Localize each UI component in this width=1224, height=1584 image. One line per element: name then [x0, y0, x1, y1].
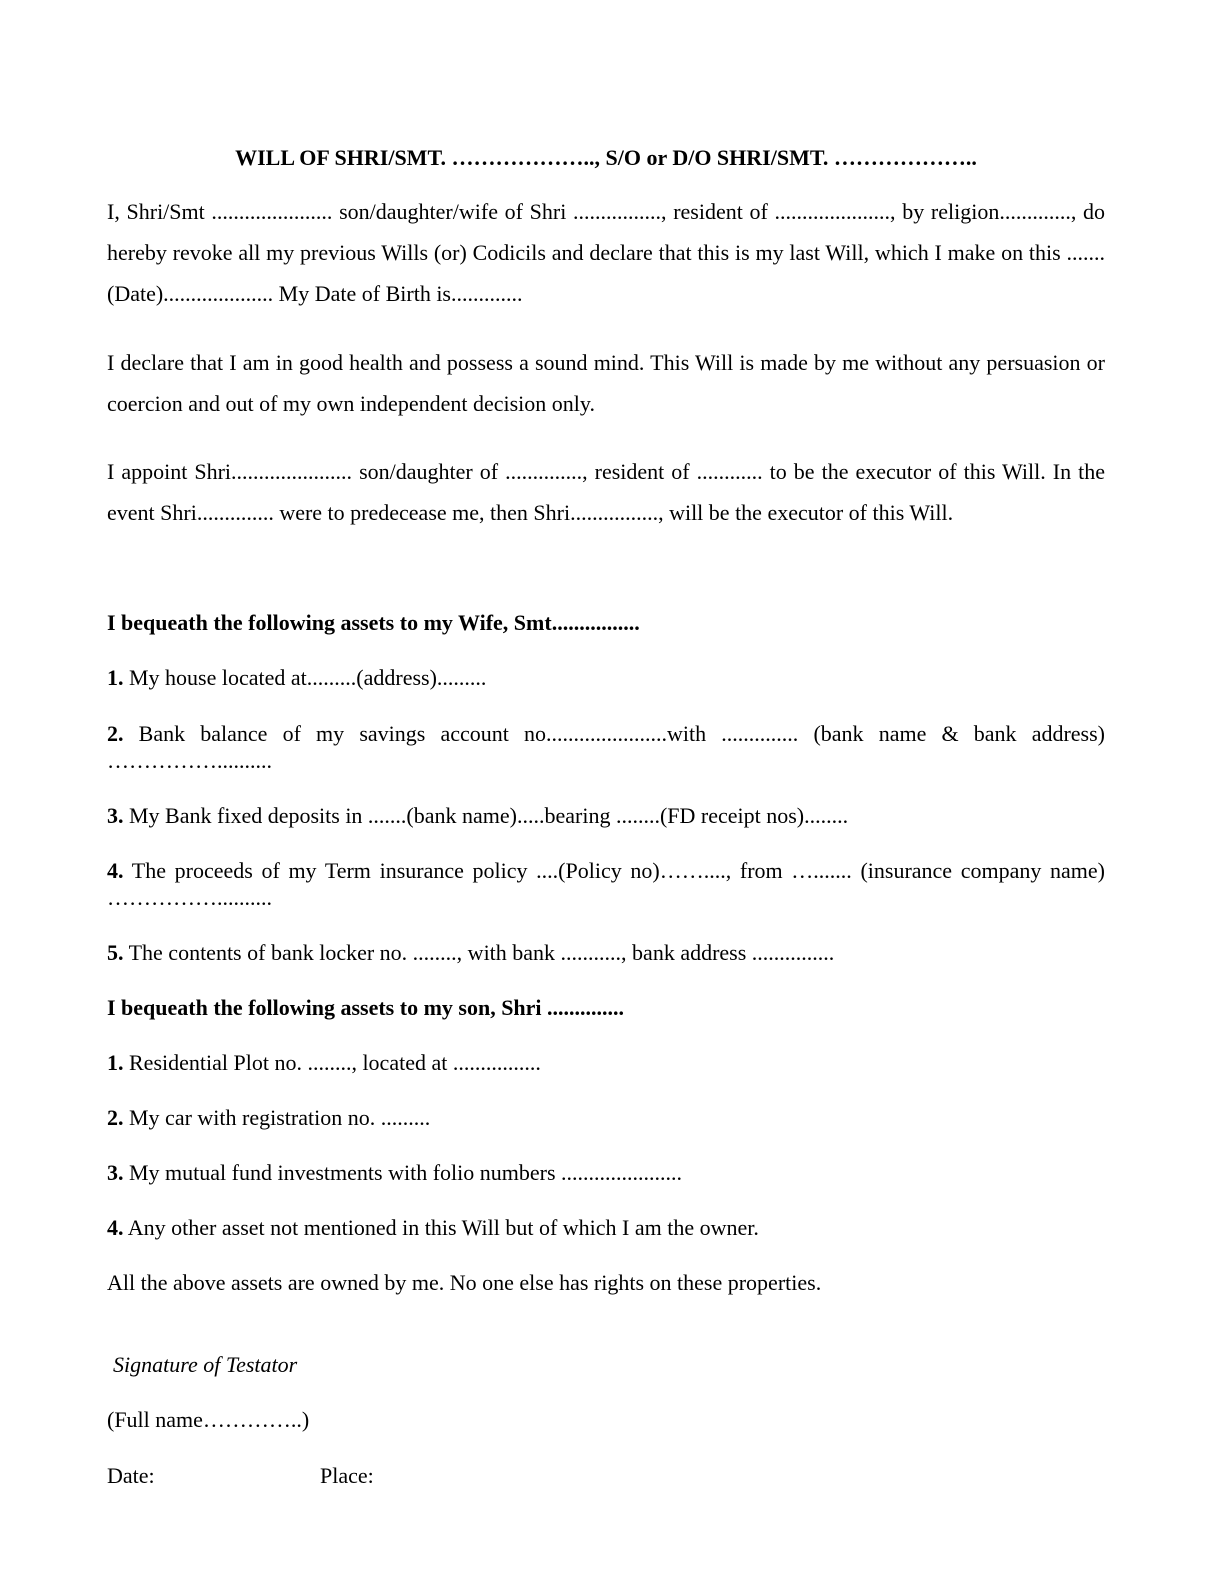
item-text: My Bank fixed deposits in .......(bank name).....bearing ........(FD receipt nos)........ [123, 803, 849, 828]
full-name-line: (Full name…………..) [107, 1407, 310, 1432]
item-number: 4. [107, 858, 124, 883]
item-text: My mutual fund investments with folio numbers ...................... [123, 1160, 683, 1185]
wife-asset-item [107, 720, 1105, 774]
wife-asset-item [107, 940, 1105, 966]
item-text: My car with registration no. ......... [123, 1105, 431, 1130]
item-text: Bank balance of my savings account no......................with .............. (bank name & bank address) …………….......... [107, 721, 1105, 773]
will-document [107, 0, 1105, 1584]
intro-paragraph: I, Shri/Smt ...................... son/daughter/wife of Shri ................, resident of ....................., by religion............., do hereby revoke all my previous Wills (or) Codicils and declare that this is my last Will, which I make on this .......(Date).................... My Date of Birth is............. [107, 199, 1105, 306]
item-text: The contents of bank locker no. ........, with bank ..........., bank address ............... [123, 940, 835, 965]
item-number: 2. [107, 721, 124, 746]
son-asset-item [107, 1050, 1105, 1076]
item-number: 3. [107, 803, 124, 828]
wife-asset-item [107, 803, 1105, 829]
son-section-heading: I bequeath the following assets to my son, Shri .............. [107, 995, 625, 1020]
place-label: Place: [320, 1463, 374, 1488]
item-number: 4. [107, 1215, 124, 1240]
son-asset-item [107, 1160, 1105, 1186]
executor-paragraph: I appoint Shri...................... son/daughter of .............., resident of ............ to be the executor of this Will. In the event Shri.............. were to predecease me, then Shri................, will be the executor of this Will. [107, 459, 1105, 525]
document-title: WILL OF SHRI/SMT. ……………….., S/O or D/O SHRI/SMT. ……………….. [235, 145, 977, 170]
item-text: My house located at.........(address)......... [123, 665, 487, 690]
item-text: Any other asset not mentioned in this Will but of which I am the owner. [123, 1215, 759, 1240]
wife-asset-item [107, 665, 1105, 691]
item-number: 2. [107, 1105, 124, 1130]
son-asset-item [107, 1215, 1105, 1241]
item-text: Residential Plot no. ........, located at ................ [123, 1050, 541, 1075]
ownership-statement: All the above assets are owned by me. No one else has rights on these properties. [107, 1270, 822, 1295]
signature-label: Signature of Testator [113, 1352, 298, 1377]
date-label: Date: [107, 1463, 155, 1488]
wife-asset-item [107, 857, 1105, 911]
item-text: The proceeds of my Term insurance policy ....(Policy no)……...., from …....... (insurance company name) …………….......... [107, 858, 1105, 910]
health-declaration-paragraph: I declare that I am in good health and possess a sound mind. This Will is made by me without any persuasion or coercion and out of my own independent decision only. [107, 350, 1105, 416]
wife-section-heading: I bequeath the following assets to my Wife, Smt................ [107, 610, 640, 635]
item-number: 3. [107, 1160, 124, 1185]
item-number: 1. [107, 665, 124, 690]
item-number: 5. [107, 940, 124, 965]
son-asset-item [107, 1105, 1105, 1131]
item-number: 1. [107, 1050, 124, 1075]
